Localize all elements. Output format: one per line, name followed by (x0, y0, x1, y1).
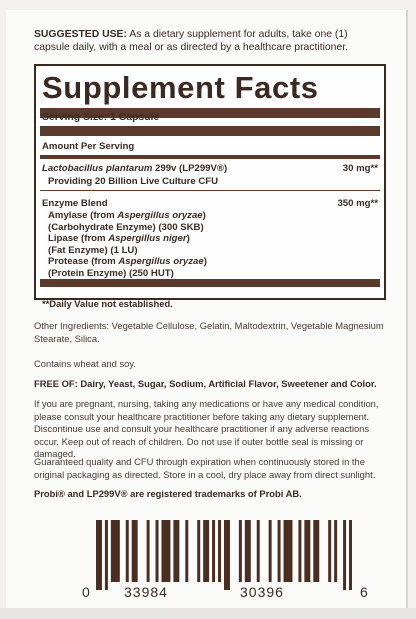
suggested-use-label: SUGGESTED USE: (34, 29, 127, 40)
enzyme-line-text: (Carbohydrate Enzyme) (300 SKB) (48, 221, 204, 233)
barcode-bar (224, 520, 230, 590)
amount-per-serving: Amount Per Serving (42, 141, 135, 152)
enzyme-line-text: Protease (from (48, 256, 119, 267)
allergen-statement: Contains wheat and soy. (34, 358, 136, 369)
barcode-bar (298, 520, 301, 582)
daily-value-footnote: **Daily Value not established. (42, 298, 173, 309)
amount-bar (40, 155, 380, 159)
other-ingredients: Other Ingredients: Vegetable Cellulose, Gelatin, Maltodextrin, Vegetable Magnesium Stearate, Silica. (34, 320, 384, 344)
enzyme-source-species: Aspergillus oryzae (117, 210, 203, 221)
suggested-use-text: As a dietary supplement for adults, take one (1) capsule daily, with a meal or as directed by a healthcare practitioner. (34, 29, 349, 53)
barcode-bar (156, 520, 159, 582)
barcode-bar (105, 520, 108, 590)
probiotic-divider (40, 190, 380, 191)
upc-barcode (96, 520, 352, 590)
enzyme-blend-line (48, 222, 204, 234)
ingredient-probiotic-strain: 299v (LP299V®) (152, 163, 228, 174)
supplement-facts-box (34, 64, 386, 309)
barcode-bar (212, 520, 215, 582)
blend-bottom-bar (40, 279, 380, 287)
facts-title: Supplement Facts (42, 70, 319, 105)
suggested-use (34, 28, 384, 54)
barcode-bar (203, 520, 209, 582)
enzyme-line-text: (Fat Enzyme) (1 LU) (48, 244, 138, 256)
barcode-bar (185, 520, 188, 582)
barcode-bar (147, 520, 150, 582)
ingredient-probiotic-cfu: Providing 20 Billion Live Culture CFU (48, 176, 219, 187)
barcode-group-2: 30396 (240, 584, 284, 600)
enzyme-blend-line (48, 245, 138, 257)
barcode-bar (349, 520, 352, 590)
barcode-bar (161, 520, 170, 582)
free-of-statement: FREE OF: Dairy, Yeast, Sugar, Sodium, Artificial Flavor, Sweetener and Color. (34, 378, 377, 389)
enzyme-blend-line (48, 256, 207, 268)
barcode-bar (126, 520, 129, 582)
enzyme-line-text: (Protein Enzyme) (250 HUT) (48, 267, 174, 279)
barcode-bar (218, 520, 221, 582)
barcode-bar (313, 520, 319, 582)
ingredient-probiotic-amount: 30 mg** (342, 163, 378, 174)
barcode-bar (245, 520, 251, 582)
enzyme-line-text: ) (203, 256, 207, 267)
barcode-bar (269, 520, 272, 582)
warning-text: If you are pregnant, nursing, taking any medications or have any medical condition, please consult your healthcare practitioner before taking any dietary supplement. Discontinue use and consult your healthcare practitioner if any adverse reactions occur. Keep out of reach of children. Do not use if outer bottle seal is missing or damaged. (34, 398, 379, 459)
serving-bar (40, 126, 380, 136)
enzyme-blend-line (48, 268, 174, 280)
serving-size: Serving Size: 1 Capsule (42, 112, 160, 123)
barcode-bar (239, 520, 242, 582)
barcode-bar (278, 520, 281, 582)
trademark-text: Probi® and LP299V® are registered trademarks of Probi AB. (34, 488, 302, 499)
barcode-bar (173, 520, 179, 582)
enzyme-blend-line (48, 233, 190, 245)
barcode-bar (284, 520, 293, 582)
enzyme-blend-line (48, 210, 206, 222)
barcode-digit-left: 0 (82, 584, 91, 600)
barcode-bar (328, 520, 331, 582)
ingredient-probiotic (42, 163, 227, 175)
barcode-bar (197, 520, 200, 582)
barcode-group-1: 33984 (124, 584, 168, 600)
enzyme-blend-amount: 350 mg** (337, 198, 378, 209)
enzyme-line-text: Amylase (from (48, 210, 118, 221)
barcode-bar (343, 520, 346, 590)
enzyme-source-species: Aspergillus niger (108, 233, 187, 244)
guarantee-text: Guaranteed quality and CFU through expiration when continuously stored in the original packaging as directed. Store in a cool, dry place away from direct sunlight. (34, 456, 376, 480)
enzyme-blend: Enzyme Blend (42, 198, 108, 209)
barcode-bar (96, 520, 102, 590)
enzyme-line-text: Lipase (from (48, 233, 109, 244)
barcode-bar (304, 520, 310, 582)
enzyme-source-species: Aspergillus oryzae (118, 256, 204, 267)
barcode-bar (132, 520, 138, 582)
enzyme-line-text: ) (186, 233, 190, 244)
barcode-bar (334, 520, 337, 582)
package-bottom-edge (0, 608, 416, 619)
barcode-digit-right: 6 (360, 584, 369, 600)
enzyme-line-text: ) (202, 210, 206, 221)
barcode-bar (257, 520, 260, 582)
barcode-bar (111, 520, 120, 582)
ingredient-probiotic-species: Lactobacillus plantarum (42, 163, 153, 174)
